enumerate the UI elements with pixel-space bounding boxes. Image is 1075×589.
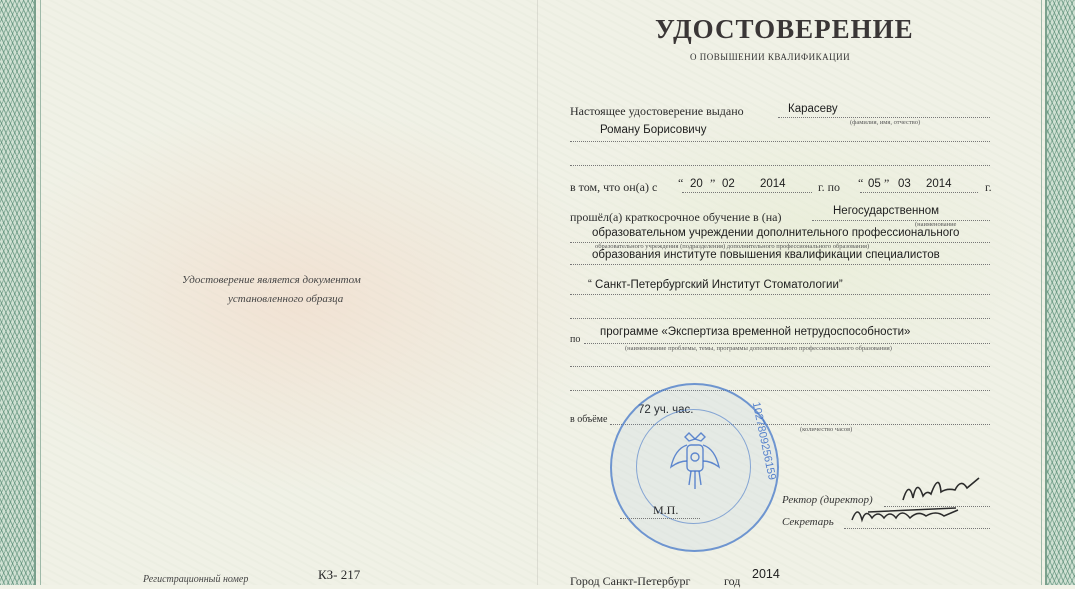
border-inner-line-left	[40, 0, 41, 585]
recipient-surname: Карасеву	[788, 103, 838, 115]
end-date-line	[860, 192, 978, 193]
recipient-label: Настоящее удостоверение выдано	[570, 104, 744, 118]
program-rule-2	[570, 366, 990, 367]
institution-line5-rule	[570, 318, 990, 319]
footer-year: 2014	[752, 567, 780, 581]
end-day: 05	[868, 178, 881, 190]
program-rule-3	[570, 390, 990, 391]
footer-year-label: год	[724, 574, 741, 588]
center-fold	[537, 0, 538, 585]
dates-mid: г. по	[818, 180, 840, 194]
end-year: 2014	[926, 178, 952, 190]
certificate-subtitle: О ПОВЫШЕНИИ КВАЛИФИКАЦИИ	[690, 52, 851, 62]
dates-prefix: в том, что он(а) с	[570, 180, 658, 194]
recipient-name: Роману Борисовичу	[600, 124, 707, 136]
certificate-title: УДОСТОВЕРЕНИЕ	[655, 14, 914, 44]
institution-line4: “ Санкт-Петербургский Институт Стоматологии”	[588, 279, 843, 291]
institution-line1-rule	[812, 220, 990, 221]
volume-value: 72 уч. час.	[638, 404, 694, 416]
start-quote-close: ”	[710, 176, 716, 190]
guilloche-border-left	[0, 0, 36, 585]
institution-line4-rule	[570, 294, 990, 295]
end-quote-close: ”	[884, 176, 890, 190]
institution-hint2: образовательного учреждения (подразделения) дополнительного профессионального образования)	[595, 243, 870, 250]
rector-label: Ректор (директор)	[782, 494, 873, 506]
volume-hint: (количество часов)	[800, 426, 853, 433]
training-label: прошёл(а) краткосрочное обучение в (на)	[570, 210, 782, 224]
start-month: 02	[722, 178, 735, 190]
institution-hint1: (наименование	[915, 221, 957, 228]
name-line	[570, 141, 990, 142]
start-day: 20	[690, 178, 703, 190]
program-rule	[584, 343, 990, 344]
registration-number: КЗ- 217	[318, 567, 361, 582]
institution-line3-rule	[570, 264, 990, 265]
program-name: программе «Экспертиза временной нетрудоспособности»	[600, 326, 911, 338]
mp-rule	[620, 518, 700, 519]
start-year: 2014	[760, 178, 786, 190]
official-seal-stamp	[610, 383, 779, 552]
end-quote-open: “	[858, 176, 864, 190]
start-date-line	[682, 192, 812, 193]
program-hint: (наименование проблемы, темы, программы дополнительного профессионального образования)	[625, 345, 892, 352]
footer-city: Город Санкт-Петербург	[570, 574, 691, 588]
dates-suffix: г.	[985, 180, 992, 194]
registration-label: Регистрационный номер	[143, 574, 249, 585]
institution-line1: Негосударственном	[833, 205, 940, 217]
surname-line	[778, 117, 990, 118]
border-inner-line-right	[1041, 0, 1042, 585]
secretary-label: Секретарь	[782, 516, 834, 528]
secretary-signature-icon	[848, 500, 963, 530]
guilloche-border-right	[1045, 0, 1075, 585]
volume-label: в объёме	[570, 414, 608, 425]
end-month: 03	[898, 178, 911, 190]
recipient-hint: (фамилия, имя, отчество)	[850, 119, 921, 126]
institution-line2: образовательном учреждении дополнительного профессионального	[592, 227, 960, 239]
name-line-2	[570, 165, 990, 166]
program-label: по	[570, 334, 581, 345]
mp-label: М.П.	[653, 503, 679, 517]
left-note-line1: Удостоверение является документом	[182, 274, 361, 286]
start-quote-open: “	[678, 176, 684, 190]
left-note-line2: установленного образца	[228, 293, 344, 305]
coat-of-arms-icon	[667, 427, 723, 497]
institution-line3: образования институте повышения квалификации специалистов	[592, 249, 940, 261]
seal-number-text: 1027809256159	[749, 400, 778, 482]
